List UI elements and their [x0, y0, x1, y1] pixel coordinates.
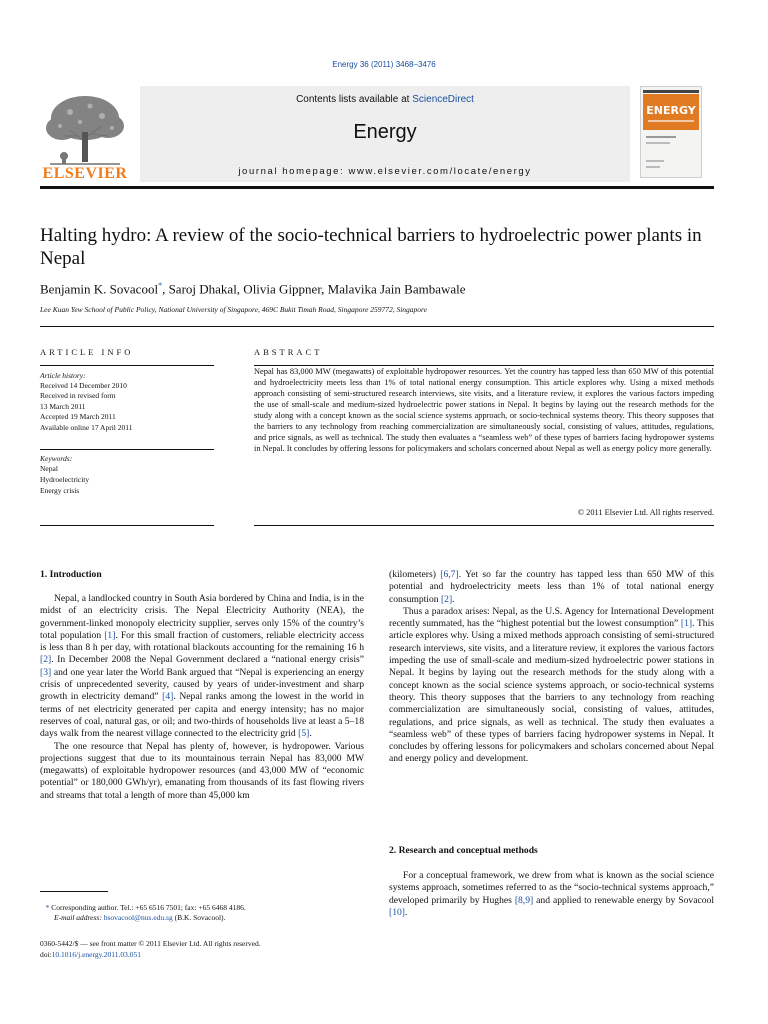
- journal-citation[interactable]: Energy 36 (2011) 3468–3476: [332, 60, 436, 69]
- history-revised: Received in revised form: [40, 391, 116, 400]
- paragraph: [389, 606, 714, 766]
- citation-link[interactable]: [6,7]: [440, 569, 459, 580]
- keyword-item: Hydroelectricity: [40, 475, 90, 484]
- paragraph: The one resource that Nepal has plenty of, however, is hydropower. Various projections suggest that due to its mountainous terrain Nepal has 83,000 MW (megawatts) of exploitable hydropower resources (and 43,000 MW of “economic potential” or 180,000 GWh/yr), emanating from thousands of its fast flowing rivers and streams that total a length of more than 45,000 km: [40, 740, 364, 801]
- citation-link[interactable]: [5]: [298, 728, 310, 740]
- sciencedirect-link[interactable]: ScienceDirect: [412, 94, 474, 105]
- history-received: Received 14 December 2010: [40, 381, 127, 390]
- footnote-mark[interactable]: *: [45, 903, 50, 912]
- paragraph-text: (kilometers): [389, 569, 441, 580]
- article-info-heading: ARTICLE INFO: [40, 347, 134, 357]
- front-matter-line: 0360-5442/$ — see front matter © 2011 Elsevier Ltd. All rights reserved.: [40, 939, 261, 948]
- footnote-rule: [40, 891, 108, 892]
- journal-homepage[interactable]: journal homepage: www.elsevier.com/locate/energy: [238, 166, 532, 177]
- first-author: Benjamin K. Sovacool: [40, 281, 159, 297]
- cover-title: ENERGY: [646, 104, 696, 117]
- article-info-bottom-rule: [40, 525, 214, 526]
- paragraph: [389, 870, 714, 919]
- email-suffix: (B.K. Sovacool).: [172, 913, 226, 922]
- body-column-right: [389, 569, 714, 766]
- citation-link[interactable]: [2]: [440, 593, 453, 605]
- keyword-item: Energy crisis: [40, 486, 80, 495]
- paragraph-text: .: [452, 593, 455, 605]
- elsevier-wordmark: ELSEVIER: [42, 165, 128, 182]
- section-heading-methods: 2. Research and conceptual methods: [389, 845, 538, 856]
- history-accepted: Accepted 19 March 2011: [40, 412, 116, 421]
- paragraph-text: and one year later the World Bank argued that “Nepal is experiencing an energy crisis of unprecedented severity, caused by years of under-investment and sharp growth in electricity demand”: [40, 666, 364, 703]
- affiliation: Lee Kuan Yew School of Public Policy, National University of Singapore, 469C Bukit Timah Road, Singapore 259772, Singapore: [40, 305, 427, 314]
- abstract-heading: ABSTRACT: [254, 347, 323, 357]
- paragraph: [389, 569, 714, 606]
- paragraph-text: and applied to renewable energy by Sovacool: [533, 894, 715, 906]
- history-online: Available online 17 April 2011: [40, 423, 133, 432]
- citation-link[interactable]: [1]: [104, 629, 116, 641]
- doi-link[interactable]: 10.1016/j.energy.2011.03.051: [51, 950, 141, 959]
- keyword-item: Nepal: [40, 464, 58, 473]
- keywords-rule: [40, 449, 214, 450]
- citation-link[interactable]: [2]: [40, 654, 52, 666]
- body-column-left: [40, 593, 364, 802]
- citation-link[interactable]: [4]: [162, 691, 174, 703]
- journal-title: Energy: [353, 121, 417, 143]
- citation-link[interactable]: [8,9]: [514, 894, 534, 906]
- section-heading-introduction: 1. Introduction: [40, 569, 102, 580]
- paragraph: [40, 593, 364, 741]
- article-title: Halting hydro: A review of the socio-technical barriers to hydroelectric power plants in Nepal: [40, 225, 702, 269]
- paragraph-text: Nepal, a landlocked country in South Asia bordered by China and India, is in the midst of an electricity crisis. The Nepal Electricity Authority (NEA), the government-linked monopoly electricity supplier, serves only 15% of the country’s total population: [40, 593, 364, 641]
- email-label: E-mail address:: [54, 913, 104, 922]
- corresponding-footnote: [40, 903, 364, 923]
- header-rule: [40, 186, 714, 189]
- abstract-text: Nepal has 83,000 MW (megawatts) of exploitable hydropower resources. Yet the country has tapped less than 650 MW of this potential and hydroelectricity meets less than 1% of total national energy consumption. This article explores why. Using a mixed methods approach consisting of semi-structured research interviews, site visits, and a literature review, it explores the various factors impeding the use of small-scale and medium-sized hydroelectric power stations in Nepal. It begins by laying out the research methods for the study along with a concept known as the social science systems approach, or socio-technical systems theory. This theory supposes that the barriers to any technology from reaching commercialization are simultaneously social, consisting of values, attitudes, regulations, and price signals, as well as technical. The study then evaluates a “seamless web” of these types of barriers facing hydropower systems in Nepal. It concludes by offering lessons for policymakers and scholars concerned about Nepal as well as energy policy more generally.: [254, 367, 714, 453]
- paragraph-text: .: [404, 906, 408, 918]
- doi-label: doi:: [40, 950, 52, 959]
- abstract-bottom-rule: [254, 525, 714, 526]
- front-matter: [40, 938, 364, 960]
- author-list: [40, 281, 720, 297]
- other-authors: , Saroj Dhakal, Olivia Gippner, Malavika Jain Bambawale: [162, 281, 466, 297]
- paragraph-text: . Yet so far the country has tapped less than 650 MW of this potential and hydroelectricity meets less than 1% of total national energy consumption: [389, 569, 714, 605]
- footnote-line: [40, 903, 364, 913]
- title-rule: [40, 326, 714, 327]
- contents-line: [140, 94, 630, 105]
- corresponding-author-mark[interactable]: *: [158, 281, 163, 290]
- doi-line: [40, 949, 364, 960]
- citation-link[interactable]: [10]: [389, 906, 405, 918]
- paragraph-text: .: [309, 728, 312, 740]
- keywords-label: Keywords:: [40, 454, 73, 463]
- paragraph-text: . For this small fraction of customers, reliable electricity access is less than 8 h per day, with rotational blackouts accounting for the remaining 16 h: [40, 629, 364, 654]
- body-column-right-methods: [389, 870, 714, 919]
- history-label: Article history:: [40, 371, 86, 380]
- email-line: [40, 913, 364, 923]
- paragraph-text: . This article explores why. Using a mixed methods approach consisting of semi-structured research interviews, site visits, and a literature review, it explores the various factors impeding the use of small-scale and medium-sized hydroelectric power stations in Nepal. It begins by laying out the research methods for the study along with a concept known as the social science systems approach, or socio-technical systems theory. This theory supposes that the barriers to any technology from reaching commercialization are simultaneously social, consisting of values, attitudes, regulations, and price signals, as well as technical. The study then evaluates a “seamless web” of these types of barriers facing hydropower systems in Nepal. It concludes by offering lessons for policymakers and scholars concerned about Nepal and energy policy and development.: [389, 618, 714, 765]
- abstract-copyright: © 2011 Elsevier Ltd. All rights reserved.: [577, 508, 714, 517]
- paragraph-text: Thus a paradox arises: Nepal, as the U.S. Agency for International Development recently summated, has the “highest potential but the lowest consumption”: [389, 605, 714, 630]
- footnote-text: Corresponding author. Tel.: +65 6516 7501; fax: +65 6468 4186.: [49, 903, 246, 912]
- paragraph-text: . In December 2008 the Nepal Government declared a “national energy crisis”: [51, 654, 364, 666]
- journal-cover-thumbnail[interactable]: [640, 86, 702, 178]
- article-info-rule: [40, 365, 214, 366]
- paragraph-text: For a conceptual framework, we drew from what is known as the social science systems approach, sometimes referred to as the “socio-technical systems approach,” developed primarily by Hughes: [389, 870, 714, 906]
- history-revised-date: 13 March 2011: [40, 402, 86, 411]
- contents-prefix: Contents lists available at: [296, 94, 413, 105]
- email-link[interactable]: bsovacool@nus.edu.sg: [103, 913, 173, 922]
- citation-link[interactable]: [1]: [680, 618, 693, 630]
- citation-link[interactable]: [3]: [40, 666, 52, 678]
- paragraph-text: . Nepal ranks among the lowest in the world in terms of net electricity generated per capita and energy intensity; has no major reserves of coal, natural gas, or oil; and two-thirds of households live at least a 5–18 days walk from the nearest village connected to the electricity grid: [40, 691, 364, 740]
